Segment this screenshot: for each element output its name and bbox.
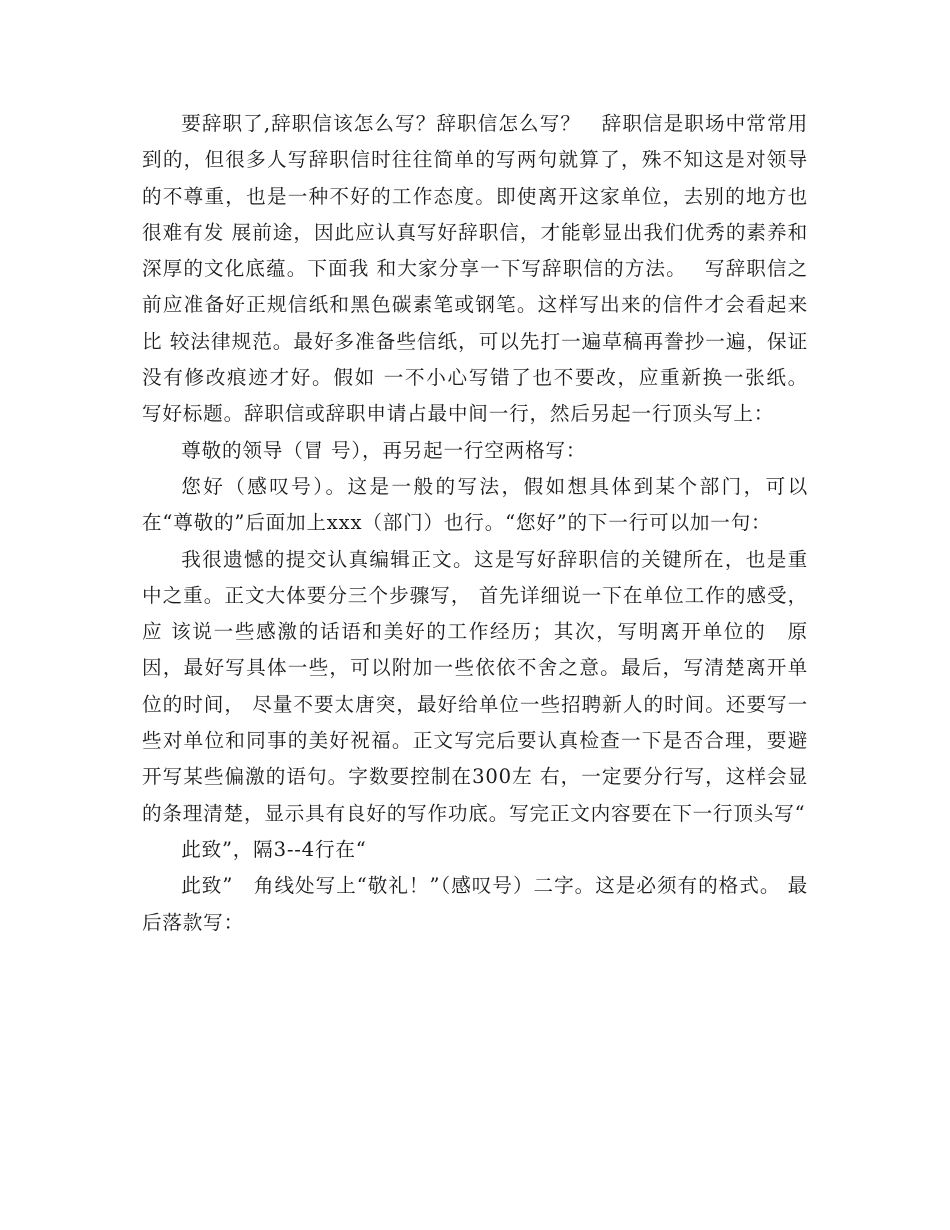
paragraph-closing-2: 此致” 角线处写上“敬礼！”（感叹号）二字。这是必须有的格式。 最后落款写： xyxy=(142,874,808,934)
paragraph-salutation: 尊敬的领导（冒 号），再另起一行空两格写： xyxy=(181,438,587,462)
paragraph-greeting: 您好（感叹号）。这是一般的写法，假如想具体到某个部门，可以在“尊敬的”后面加上xxx（部门）也行。“您好”的下一行可以加一句： xyxy=(142,474,808,535)
paragraph-closing-1: 此致”，隔3--4行在“ xyxy=(181,837,367,861)
paragraph-body: 我很遗憾的提交认真编辑正文。这是写好辞职信的关键所在，也是重中之重。正文大体要分三个步骤写， 首先详细说一下在单位工作的感受，应 该说一些感激的话语和美好的工作经历；其次，写明离开单位的 原因，最好写具体一些，可以附加一些依依不舍之意。最后，写清楚离开单位的时间， 尽量不要太唐突，最好给单位一些招聘新人的时间。还要写一些对单位和同事的美好祝福。正文写完后要认真检查一下是否合理，要避开写某些偏激的语句。字数要控制在300左 右，一定要分行写，这样会显的条理清楚，显示具有良好的写作功底。写完正文内容要在下一行顶头写“ xyxy=(142,547,808,825)
paragraph-intro: 要辞职了,辞职信该怎么写？辞职信怎么写？ 辞职信是职场中常常用到的，但很多人写辞职信时往往简单的写两句就算了，殊不知这是对领导的不尊重，也是一种不好的工作态度。即使离开这家单位，去别的地方也很难有发 展前途，因此应认真写好辞职信，才能彰显出我们优秀的素养和深厚的文化底蕴。下面我 和大家分享一下写辞职信的方法。 写辞职信之前应准备好正规信纸和黑色碳素笔或钢笔。这样写出来的信件才会看起来比 较法律规范。最好多准备些信纸，可以先打一遍草稿再誊抄一遍，保证没有修改痕迹才好。假如 一不小心写错了也不要改，应重新换一张纸。 写好标题。辞职信或辞职申请占最中间一行，然后另起一行顶头写上： xyxy=(142,112,816,426)
document-body xyxy=(142,106,816,941)
